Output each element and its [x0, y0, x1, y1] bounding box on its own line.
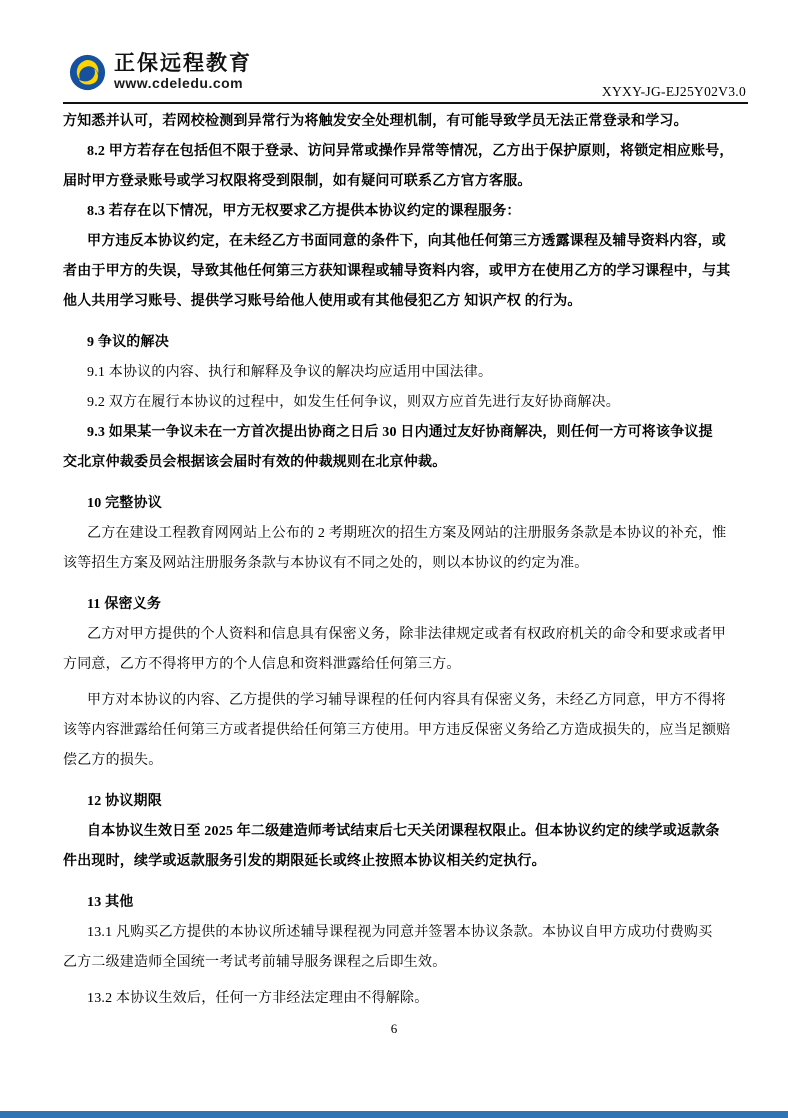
contract-line: 交北京仲裁委员会根据该会届时有效的仲裁规则在北京仲裁。	[63, 455, 447, 470]
contract-line: 该等内容泄露给任何第三方或者提供给任何第三方使用。甲方违反保密义务给乙方造成损失的，应当足额赔	[63, 723, 731, 738]
contract-line: 13.1 凡购买乙方提供的本协议所述辅导课程视为同意并签署本协议条款。本协议自甲方成功付费购买	[87, 925, 713, 940]
section-heading: 13 其他	[87, 895, 134, 910]
contract-line: 9.2 双方在履行本协议的过程中，如发生任何争议，则双方应首先进行友好协商解决。	[87, 395, 620, 410]
contract-line: 甲方对本协议的内容、乙方提供的学习辅导课程的任何内容具有保密义务，未经乙方同意，甲方不得将	[87, 693, 726, 708]
contract-line: 9.3 如果某一争议未在一方首次提出协商之日后 30 日内通过友好协商解决，则任何一方可将该争议提	[87, 425, 713, 440]
header-divider	[63, 102, 748, 104]
contract-line: 偿乙方的损失。	[63, 753, 163, 768]
page-number: 6	[390, 1021, 398, 1036]
contract-line: 9.1 本协议的内容、执行和解释及争议的解决均应适用中国法律。	[87, 365, 493, 380]
contract-line: 件出现时，续学或返款服务引发的期限延长或终止按照本协议相关约定执行。	[63, 854, 546, 869]
section-heading: 12 协议期限	[87, 794, 162, 809]
header-logo-block	[69, 53, 252, 91]
contract-line: 者由于甲方的失误，导致其他任何第三方获知课程或辅导资料内容，或甲方在使用乙方的学习课程中，与其	[63, 264, 731, 279]
contract-line: 他人共用学习账号、提供学习账号给他人使用或有其他侵犯乙方 知识产权 的行为。	[63, 294, 582, 309]
doc-version-code: XYXY-JG-EJ25Y02V3.0	[601, 84, 746, 99]
contract-line: 甲方违反本协议约定，在未经乙方书面同意的条件下，向其他任何第三方透露课程及辅导资料内容，或	[87, 234, 726, 249]
contract-line: 13.2 本协议生效后，任何一方非经法定理由不得解除。	[87, 991, 429, 1006]
contract-line: 乙方二级建造师全国统一考试考前辅导服务课程之后即生效。	[63, 955, 447, 970]
company-logo-icon	[69, 54, 106, 91]
section-heading: 10 完整协议	[87, 496, 162, 511]
company-name: 正保远程教育	[114, 52, 252, 75]
contract-line: 乙方在建设工程教育网网站上公布的 2 考期班次的招生方案及网站的注册服务条款是本协议的补充，惟	[87, 526, 727, 541]
contract-line: 自本协议生效日至 2025 年二级建造师考试结束后七天关闭课程权限止。但本协议约定的续学或返款条	[87, 824, 720, 839]
contract-line: 该等招生方案及网站注册服务条款与本协议有不同之处的，则以本协议的约定为准。	[63, 556, 589, 571]
contract-line: 乙方对甲方提供的个人资料和信息具有保密义务，除非法律规定或者有权政府机关的命令和要求或者甲	[87, 627, 726, 642]
company-website: www.cdeledu.com	[114, 75, 244, 91]
contract-line: 8.2 甲方若存在包括但不限于登录、访问异常或操作异常等情况，乙方出于保护原则，将锁定相应账号，	[87, 144, 734, 159]
contract-body	[63, 107, 753, 1014]
contract-line: 届时甲方登录账号或学习权限将受到限制，如有疑问可联系乙方官方客服。	[63, 174, 532, 189]
contract-line: 方同意，乙方不得将甲方的个人信息和资料泄露给任何第三方。	[63, 657, 461, 672]
section-heading: 11 保密义务	[87, 597, 162, 612]
contract-line: 方知悉并认可，若网校检测到异常行为将触发安全处理机制，有可能导致学员无法正常登录和学习。	[63, 114, 688, 129]
brand-text	[114, 53, 252, 91]
section-heading: 9 争议的解决	[87, 335, 169, 350]
footer-bar	[0, 1111, 788, 1118]
contract-line: 8.3 若存在以下情况，甲方无权要求乙方提供本协议约定的课程服务：	[87, 204, 521, 219]
